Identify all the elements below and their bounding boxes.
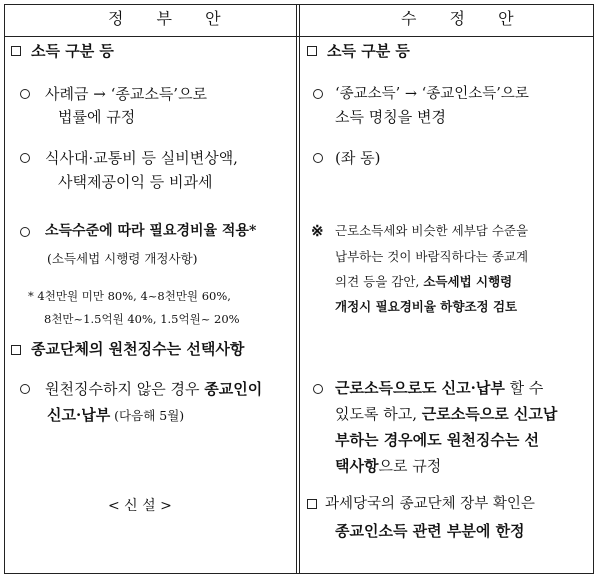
circle-bullet-icon (313, 384, 323, 394)
circle-bullet-icon (20, 227, 30, 237)
left-item-self-report: 원천징수하지 않은 경우 종교인이 (45, 380, 263, 398)
column-divider-inner (299, 4, 300, 574)
right-note-line-3: 의견 등을 감안, 소득세법 시행령 (335, 274, 513, 289)
square-bullet-icon (307, 46, 317, 56)
right-section-income-classification: 소득 구분 등 (327, 42, 410, 60)
circle-bullet-icon (313, 153, 323, 163)
header-divider (4, 36, 594, 37)
reference-mark-icon: ※ (311, 222, 324, 240)
circle-bullet-icon (313, 89, 323, 99)
right-note-line-1: 근로소득세와 비슷한 세부담 수준을 (335, 223, 529, 238)
header-government-proposal: 정 부 안 (108, 9, 235, 28)
right-item-rename-cont: 소득 명칭을 변경 (335, 108, 446, 126)
right-item-earned-income-1: 근로소득으로도 신고·납부 할 수 (335, 379, 544, 397)
right-item-earned-income-2: 있도록 하고, 근로소득으로 신고납 (335, 405, 558, 423)
square-bullet-icon (11, 46, 21, 56)
right-item-rename: ‘종교소득’ → ‘종교인소득’으로 (335, 86, 529, 102)
left-item-honorarium-cont: 법률에 규정 (58, 108, 136, 126)
right-note-line-2: 납부하는 것이 바람직하다는 종교계 (335, 249, 529, 264)
left-item-expenses-cont: 사택제공이익 등 비과세 (58, 173, 213, 191)
column-divider (296, 4, 297, 574)
right-item-earned-income-3: 부하는 경우에도 원천징수는 선 (335, 431, 540, 449)
left-item-expenses: 식사대·교통비 등 실비변상액, (45, 149, 238, 167)
right-item-same-as-left: (좌 동) (335, 149, 381, 167)
left-section-withholding: 종교단체의 원천징수는 선택사항 (31, 340, 245, 358)
left-item-expense-ratio-note: (소득세법 시행령 개정사항) (47, 251, 198, 266)
left-footnote-rates-1: * 4천만원 미만 80%, 4~8천만원 60%, (28, 289, 231, 303)
left-item-self-report-cont: 신고·납부 (다음해 5월) (47, 406, 185, 424)
circle-bullet-icon (20, 384, 30, 394)
right-note-line-4: 개정시 필요경비율 하향조정 검토 (335, 299, 518, 314)
left-footnote-rates-2: 8천만~1.5억원 40%, 1.5억원~ 20% (44, 312, 240, 326)
right-section-ledger-check-cont: 종교인소득 관련 부분에 한정 (335, 522, 525, 540)
right-section-ledger-check: 과세당국의 종교단체 장부 확인은 (325, 496, 535, 512)
header-revised-proposal: 수 정 안 (401, 9, 528, 28)
left-item-expense-ratio: 소득수준에 따라 필요경비율 적용* (45, 223, 257, 239)
square-bullet-icon (307, 499, 317, 509)
left-new-provision: < 신 설 > (108, 498, 172, 514)
circle-bullet-icon (20, 89, 30, 99)
circle-bullet-icon (20, 153, 30, 163)
square-bullet-icon (11, 345, 21, 355)
left-item-honorarium: 사례금 → ‘종교소득’으로 (45, 85, 208, 103)
right-item-earned-income-4: 택사항으로 규정 (335, 457, 442, 475)
left-section-income-classification: 소득 구분 등 (31, 42, 114, 60)
